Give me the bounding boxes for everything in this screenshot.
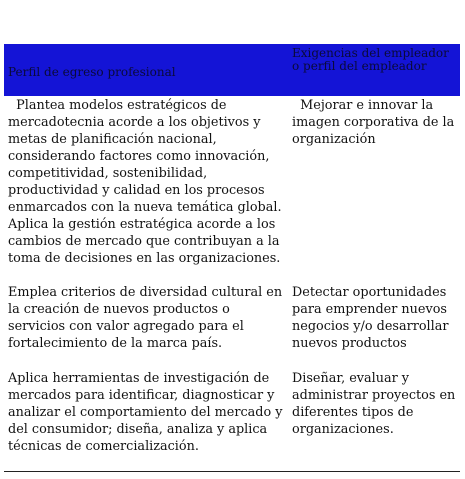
table-row — [4, 370, 460, 471]
cell-exigencias: Detectar oportunidades para emprender nuevos negocios y/o desarrollar nuevos productos — [292, 285, 449, 351]
profile-comparison-table — [4, 44, 460, 472]
table-row — [4, 284, 460, 370]
header-exigencias-empleador: Exigencias del empleador o perfil del empleador — [288, 44, 460, 96]
cell-exigencias: Diseñar, evaluar y administrar proyectos en diferentes tipos de organizaciones. — [292, 371, 456, 437]
header-perfil-egreso: Perfil de egreso profesional — [4, 44, 288, 96]
header-row — [4, 44, 460, 96]
table-body — [4, 96, 460, 471]
table-row — [4, 96, 460, 284]
profile-table-container — [4, 44, 460, 472]
cell-perfil: Emplea criterios de diversidad cultural en la creación de nuevos productos o servicios con valor agregado para el fortalecimiento de la marca país. — [8, 285, 283, 351]
cell-perfil: Aplica herramientas de investigación de mercados para identificar, diagnosticar y analizar el comportamiento del mercado y del consumidor; diseña, analiza y aplica técnicas de comercialización. — [8, 371, 283, 454]
table-header — [4, 44, 460, 96]
cell-exigencias: Mejorar e innovar la imagen corporativa de la organización — [292, 98, 459, 147]
cell-perfil: Plantea modelos estratégicos de mercadotecnia acorde a los objetivos y metas de planificación nacional, considerando factores como innovación, competitividad, sostenibilidad, productividad y calidad en los procesos enmarcados con la nueva temática global. Aplica la gestión estratégica acorde a los cambios de mercado que contribuyan a la toma de decisiones en las organizaciones. — [8, 98, 286, 266]
